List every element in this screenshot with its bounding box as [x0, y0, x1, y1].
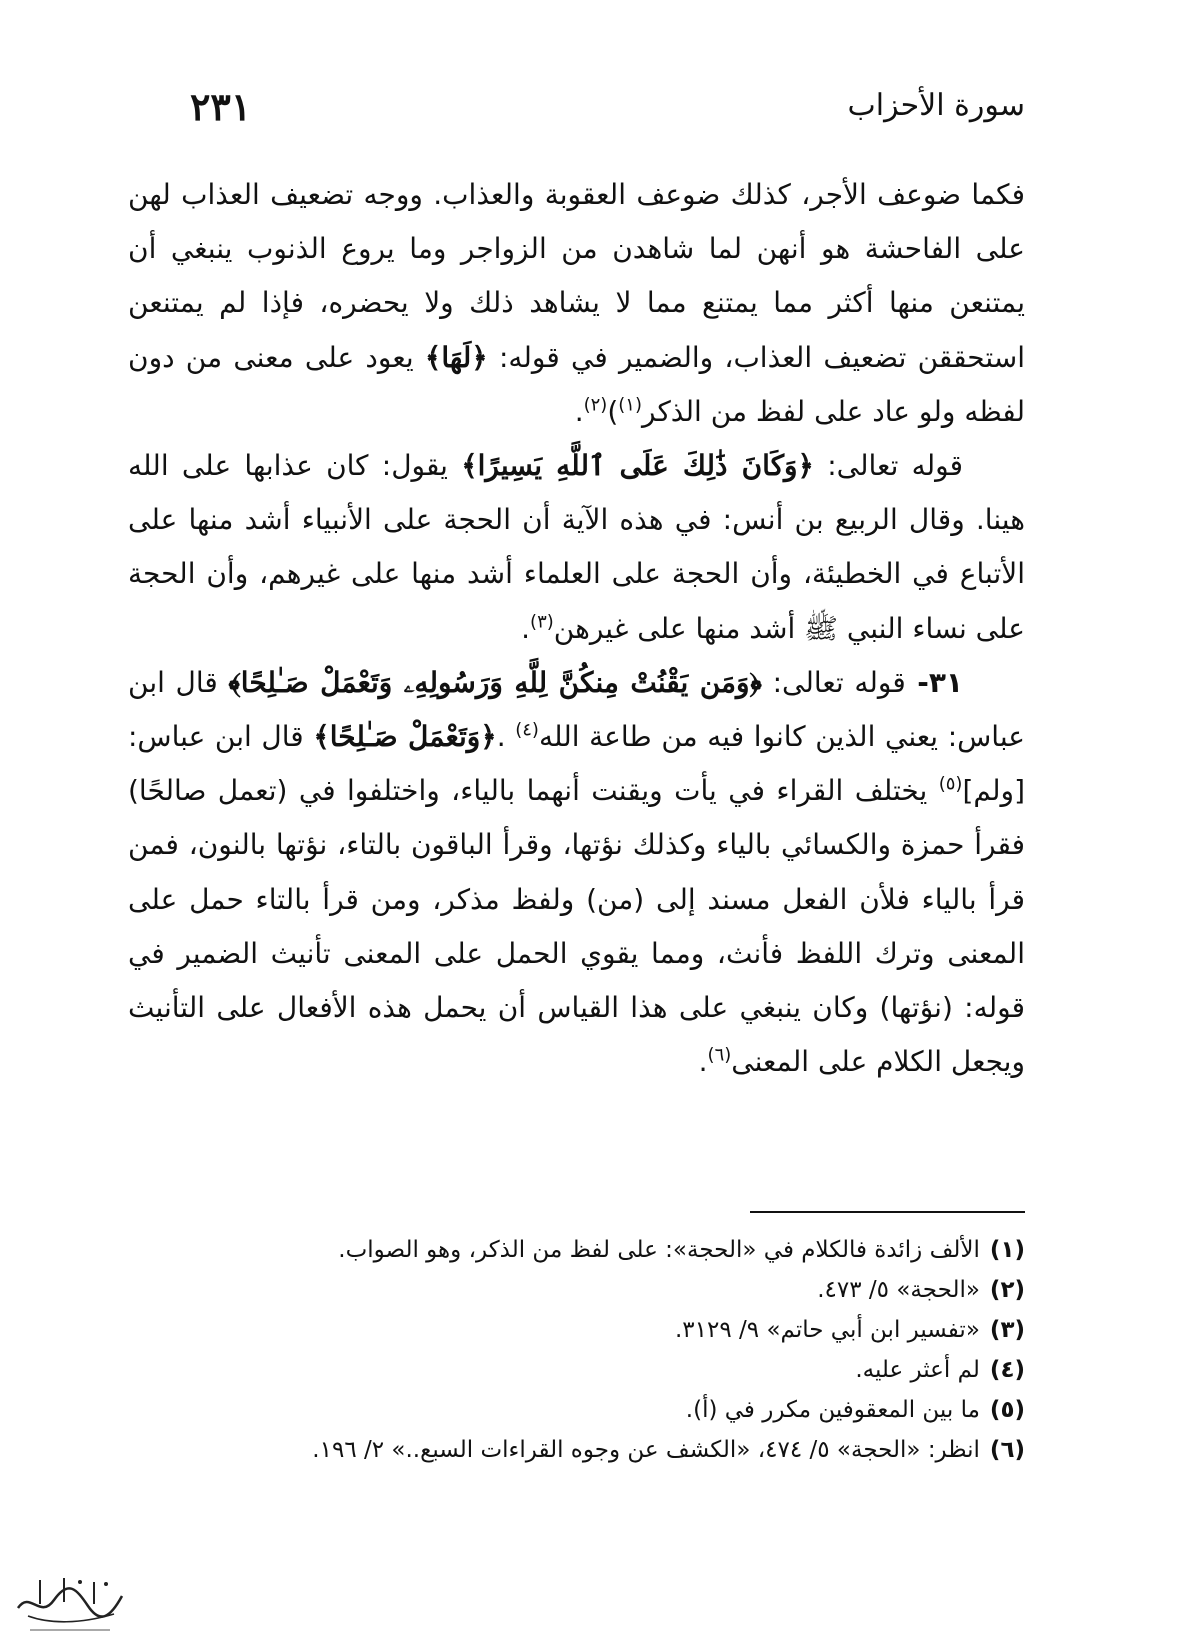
- footnote-ref[interactable]: (٦): [707, 1044, 732, 1066]
- footnote-ref[interactable]: (٣): [530, 611, 554, 633]
- footnote-number: (١): [989, 1237, 1025, 1263]
- publisher-logo: [10, 1570, 130, 1640]
- text-run: يقول: كان عذابها على الله هينا. وقال الربيع بن أنس: في هذه الآية أن الحجة على الأنبياء أشد منها على الأتباع في الخطيئة، وأن الحجة على العلماء أشد منها على غيرهم، وأن الحجة على نساء النبي ﷺ أشد منها على غيرهن: [128, 449, 1025, 645]
- footnote-text: ما بين المعقوفين مكرر في (أ).: [685, 1397, 980, 1423]
- footnote-2: [128, 1270, 1025, 1310]
- paragraph-3: [128, 656, 1025, 1090]
- surah-title: سورة الأحزاب: [847, 88, 1025, 123]
- footnote-ref[interactable]: (٢): [583, 394, 608, 416]
- footnote-ref[interactable]: (٤): [515, 719, 539, 741]
- page-number: ٢٣١: [190, 84, 252, 129]
- footnote-text: انظر: «الحجة» ٥/ ٤٧٤، «الكشف عن وجوه القراءات السبع..» ٢/ ١٩٦.: [312, 1437, 980, 1463]
- main-text: [128, 168, 1025, 1089]
- text-run: يختلف القراء في يأت ويقنت أنهما بالياء، واختلفوا في (تعمل صالحًا) فقرأ حمزة والكسائي بالياء وكذلك نؤتها، وقرأ الباقون بالتاء، نؤتها بالنون، فمن قرأ بالياء فلأن الفعل مسند إلى (من) ولفظ مذكر، ومن قرأ بالتاء حمل على المعنى وترك اللفظ فأنث، ومما يقوي الحمل على المعنى تأنيث الضمير في قوله: (نؤتها) وكان ينبغي على هذا القياس أن يحمل هذه الأفعال على التأنيث ويجعل الكلام على المعنى: [128, 774, 1025, 1079]
- footnotes: [128, 1230, 1025, 1470]
- footnote-number: (٢): [989, 1277, 1025, 1303]
- footnote-number: (٦): [989, 1437, 1025, 1463]
- footnote-3: [128, 1310, 1025, 1350]
- page-header: [190, 84, 1025, 138]
- text-run: .: [496, 720, 516, 754]
- text-run: قوله تعالى:: [761, 665, 906, 699]
- text-run: قال ابن عباس: يعني الذين كانوا فيه من طاعة الله: [128, 665, 1025, 754]
- quran-quote: ﴿وَكَانَ ذَٰلِكَ عَلَى ٱللَّهِ يَسِيرًا﴾: [461, 449, 814, 483]
- footnote-1: [128, 1230, 1025, 1270]
- text-run: قال ابن عباس: [ولم]: [128, 720, 1025, 808]
- footnote-number: (٤): [989, 1357, 1025, 1383]
- footnote-text: لم أعثر عليه.: [855, 1357, 980, 1383]
- text-run: ): [607, 394, 619, 428]
- text-run: .: [574, 394, 584, 428]
- footnote-separator: [750, 1211, 1025, 1213]
- quran-quote: ﴿وَمَن يَقْنُتْ مِنكُنَّ لِلَّهِ وَرَسُولِهِۦ وَتَعْمَلْ صَـٰلِحًا﴾: [228, 665, 762, 699]
- footnote-text: «تفسير ابن أبي حاتم» ٩/ ٣١٢٩.: [674, 1317, 980, 1343]
- paragraph-1: [128, 168, 1025, 439]
- text-run: فكما ضوعف الأجر، كذلك ضوعف العقوبة والعذاب. ووجه تضعيف العذاب لهن على الفاحشة هو أنهن لما شاهدن من الزواجر وما يروع الذنوب ينبغي أن يمتنعن منها أكثر مما يمتنع مما لا يشاهد ذلك ولا يحضره، فإذا لم يمتنعن استحققن تضعيف العذاب، والضمير في قوله:: [128, 178, 1026, 374]
- quran-quote: ﴿لَهَا﴾: [424, 340, 488, 374]
- verse-number: ٣١-: [905, 665, 964, 699]
- text-run: .: [521, 611, 531, 645]
- text-run: يعود على معنى من دون لفظه ولو عاد على لفظ من الذكر: [128, 340, 1025, 428]
- footnote-6: [128, 1430, 1025, 1470]
- footnote-ref[interactable]: (١): [618, 394, 642, 416]
- footnote-text: الألف زائدة فالكلام في «الحجة»: على لفظ من الذكر، وهو الصواب.: [338, 1237, 980, 1263]
- footnote-number: (٣): [989, 1317, 1025, 1343]
- quran-quote: ﴿وَتَعْمَلْ صَـٰلِحًا﴾: [313, 720, 497, 754]
- paragraph-2: [128, 439, 1025, 656]
- footnote-number: (٥): [989, 1397, 1025, 1423]
- footnote-5: [128, 1390, 1025, 1430]
- footnote-text: «الحجة» ٥/ ٤٧٣.: [817, 1277, 980, 1303]
- text-run: قوله تعالى:: [813, 449, 964, 483]
- footnote-ref[interactable]: (٥): [938, 773, 963, 795]
- text-run: .: [698, 1045, 708, 1079]
- footnote-4: [128, 1350, 1025, 1390]
